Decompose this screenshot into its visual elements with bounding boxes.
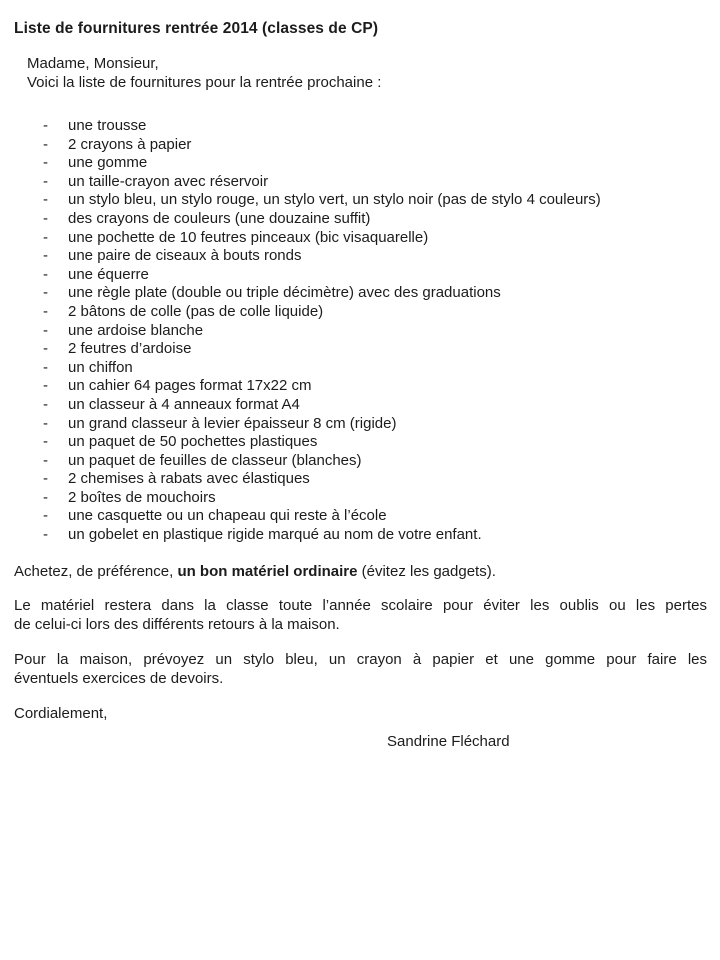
list-item-text: une trousse [68,117,147,134]
salutation-line: Madame, Monsieur, [27,55,159,72]
list-item [0,507,720,526]
supplies-list [0,117,720,545]
list-item [0,377,720,396]
list-item-dash: - [43,228,48,246]
material-paragraph-line1: Le matériel restera dans la classe toute l’année scolaire pour éviter les oublis ou les pertes [14,596,707,614]
closing-line: Cordialement, [14,704,108,722]
material-paragraph-line2: de celui-ci lors des différents retours à la maison. [14,616,340,634]
document-title: Liste de fournitures rentrée 2014 (classes de CP) [14,20,379,37]
list-item-dash: - [43,209,48,227]
list-item-text: un stylo bleu, un stylo rouge, un stylo vert, un stylo noir (pas de stylo 4 couleurs) [68,191,601,209]
list-item [0,526,720,545]
list-item-dash: - [43,117,48,134]
list-item-dash: - [43,172,48,190]
list-item-text: une casquette ou un chapeau qui reste à l’école [68,507,387,525]
list-item-dash: - [43,433,48,451]
list-item-text: une règle plate (double ou triple décimètre) avec des graduations [68,284,501,302]
list-item-text: 2 crayons à papier [68,135,192,153]
list-item [0,210,720,229]
list-item-text: 2 boîtes de mouchoirs [68,488,216,506]
list-item-text: un grand classeur à levier épaisseur 8 cm (rigide) [68,414,397,432]
list-item-dash: - [43,358,48,376]
list-item-dash: - [43,470,48,488]
list-item-dash: - [43,451,48,469]
list-item-dash: - [43,507,48,525]
note-prefix-text: Achetez, de préférence, [14,562,178,580]
note-paragraph [14,562,707,581]
list-item [0,433,720,452]
list-item-text: un gobelet en plastique rigide marqué au nom de votre enfant. [68,526,482,544]
list-item [0,359,720,378]
maison-paragraph [14,650,707,689]
list-item-dash: - [43,154,48,172]
list-item [0,154,720,173]
list-item [0,173,720,192]
list-item [0,452,720,471]
list-item-dash: - [43,321,48,339]
list-item-dash: - [43,488,48,506]
maison-paragraph-line2: éventuels exercices de devoirs. [14,670,224,688]
list-item [0,136,720,155]
list-item [0,415,720,434]
list-item-text: un taille-crayon avec réservoir [68,172,269,190]
list-item-dash: - [43,302,48,320]
list-item [0,489,720,508]
signature-name: Sandrine Fléchard [387,732,510,750]
list-item [0,229,720,248]
maison-paragraph-line1: Pour la maison, prévoyez un stylo bleu, un crayon à papier et une gomme pour faire les [14,650,707,668]
list-item [0,322,720,341]
list-item [0,117,720,136]
list-item [0,284,720,303]
list-item-text: une paire de ciseaux à bouts ronds [68,247,302,265]
list-item-text: un paquet de 50 pochettes plastiques [68,433,318,451]
list-item [0,247,720,266]
list-item-text: une pochette de 10 feutres pinceaux (bic visaquarelle) [68,228,429,246]
list-item-dash: - [43,395,48,413]
list-item-text: un paquet de feuilles de classeur (blanches) [68,451,362,469]
list-item-text: 2 feutres d’ardoise [68,340,192,358]
note-bold-text: un bon matériel ordinaire [177,562,358,580]
note-suffix-text: (évitez les gadgets). [357,562,496,580]
list-item-dash: - [43,377,48,395]
list-item-dash: - [43,526,48,544]
list-item-text: une ardoise blanche [68,321,204,339]
list-item-text: un classeur à 4 anneaux format A4 [68,395,300,413]
intro-line: Voici la liste de fournitures pour la rentrée prochaine : [27,74,382,91]
list-item-dash: - [43,191,48,209]
list-item-dash: - [43,265,48,283]
list-item-dash: - [43,135,48,153]
list-item-dash: - [43,284,48,302]
list-item-dash: - [43,414,48,432]
list-item-dash: - [43,247,48,265]
list-item [0,340,720,359]
list-item-text: une gomme [68,154,148,172]
list-item [0,470,720,489]
list-item-dash: - [43,340,48,358]
list-item [0,266,720,285]
list-item [0,303,720,322]
list-item-text: une équerre [68,265,149,283]
list-item-text: un chiffon [68,358,133,376]
list-item-text: un cahier 64 pages format 17x22 cm [68,377,312,395]
list-item-text: des crayons de couleurs (une douzaine suffit) [68,209,371,227]
list-item-text: 2 chemises à rabats avec élastiques [68,470,310,488]
list-item [0,396,720,415]
list-item-text: 2 bâtons de colle (pas de colle liquide) [68,302,324,320]
list-item [0,191,720,210]
material-paragraph [14,596,707,635]
